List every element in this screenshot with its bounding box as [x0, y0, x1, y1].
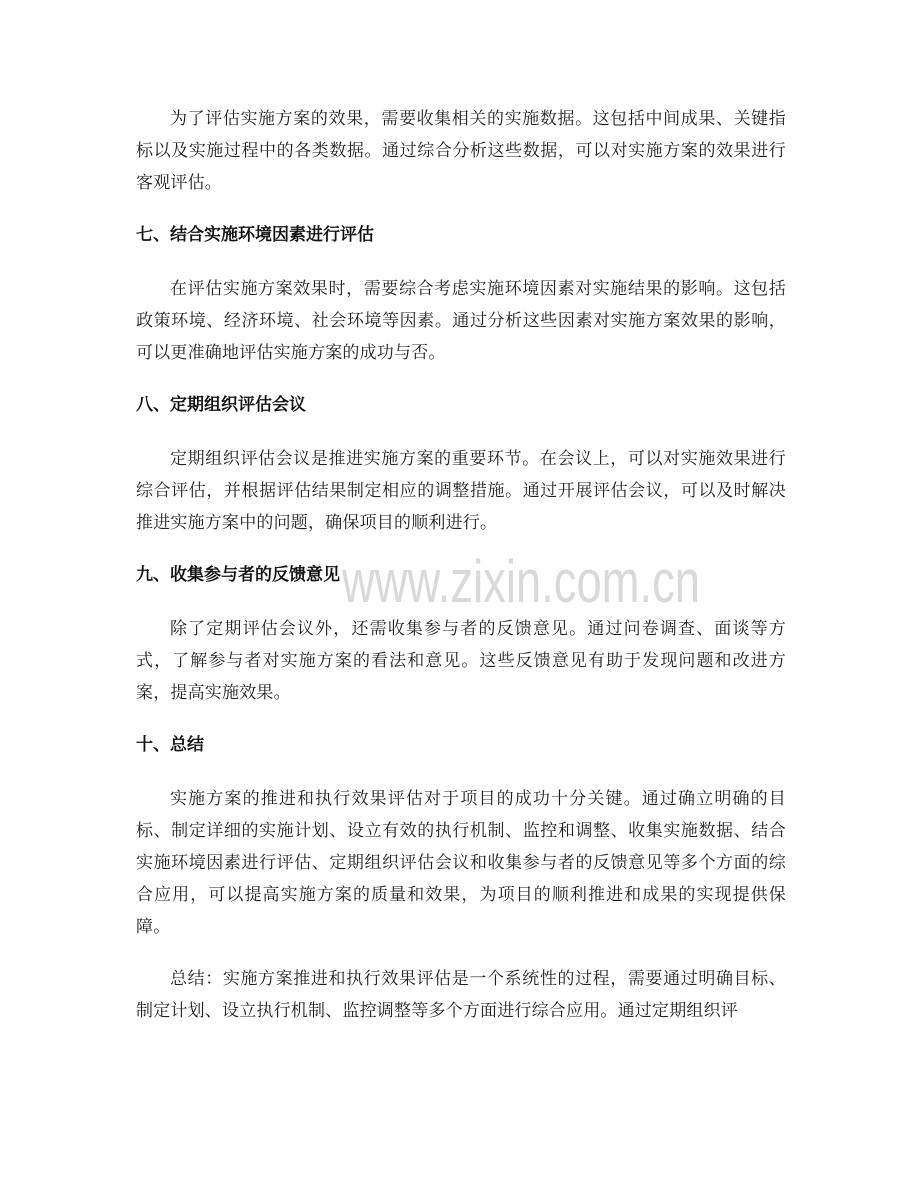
paragraph-environment-factors: 在评估实施方案效果时，需要综合考虑实施环境因素对实施结果的影响。这包括政策环境、经济环境、社会环境等因素。通过分析这些因素对实施方案效果的影响，可以更准确地评估实施方案的成功与否。 [136, 279, 786, 363]
document-body [136, 103, 786, 1027]
heading-section-10: 十、总结 [136, 735, 204, 755]
heading-section-7: 七、结合实施环境因素进行评估 [136, 225, 374, 245]
paragraph-summary: 实施方案的推进和执行效果评估对于项目的成功十分关键。通过确立明确的目标、制定详细的实施计划、设立有效的执行机制、监控和调整、收集实施数据、结合实施环境因素进行评估、定期组织评估会议和收集参与者的反馈意见等多个方面的综合应用，可以提高实施方案的质量和效果，为项目的顺利推进和成果的实现提供保障。 [136, 789, 786, 937]
heading-section-8: 八、定期组织评估会议 [136, 395, 306, 415]
heading-section-9: 九、收集参与者的反馈意见 [136, 565, 340, 585]
svg-text:www.zixin.com.cn: www.zixin.com.cn [341, 548, 700, 615]
paragraph-participant-feedback: 除了定期评估会议外，还需收集参与者的反馈意见。通过问卷调查、面谈等方式，了解参与者对实施方案的看法和意见。这些反馈意见有助于发现问题和改进方案，提高实施效果。 [136, 619, 786, 703]
paragraph-conclusion: 总结：实施方案推进和执行效果评估是一个系统性的过程，需要通过明确目标、制定计划、设立执行机制、监控调整等多个方面进行综合应用。通过定期组织评 [136, 969, 786, 1021]
paragraph-evaluation-meetings: 定期组织评估会议是推进实施方案的重要环节。在会议上，可以对实施效果进行综合评估，并根据评估结果制定相应的调整措施。通过开展评估会议，可以及时解决推进实施方案中的问题，确保项目的顺利进行。 [136, 449, 786, 533]
paragraph-collect-data: 为了评估实施方案的效果，需要收集相关的实施数据。这包括中间成果、关键指标以及实施过程中的各类数据。通过综合分析这些数据，可以对实施方案的效果进行客观评估。 [136, 109, 786, 193]
